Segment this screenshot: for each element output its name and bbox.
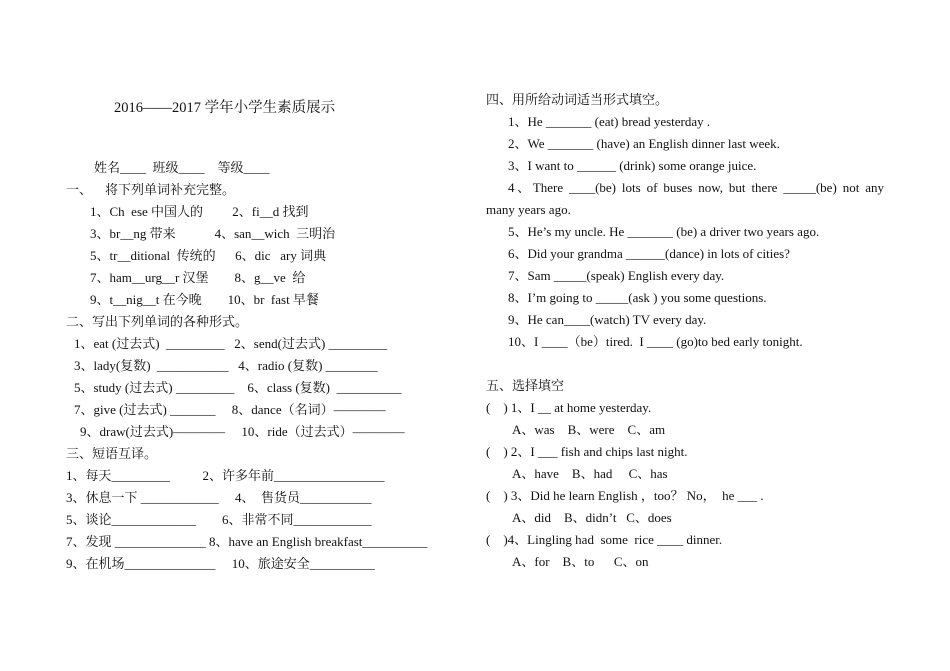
section-5-options-4: A、for B、to C、on: [512, 554, 649, 569]
section-2-row-2: 3、lady(复数) ___________ 4、radio (复数) ________: [74, 358, 378, 373]
section-1-row-2: 3、br__ng 带来 4、san__wich 三明治: [90, 226, 336, 241]
section-4-item-1: 1、He _______ (eat) bread yesterday .: [508, 114, 711, 129]
section-5-options-1: A、was B、were C、am: [512, 422, 666, 437]
section-1-row-4: 7、ham__urg__r 汉堡 8、g__ve 给: [90, 270, 306, 285]
student-info-line: 姓名____ 班级____ 等级____: [94, 160, 270, 175]
section-2-row-3: 5、study (过去式) _________ 6、class (复数) __________: [74, 380, 402, 395]
section-5-question-1: ( ) 1、I __ at home yesterday.: [486, 400, 652, 415]
section-4-heading: 四、用所给动词适当形式填空。: [486, 92, 669, 107]
section-3-row-5: 9、在机场______________ 10、旅途安全__________: [66, 556, 375, 571]
section-4-item-10: 10、I ____（be）tired. I ____ (go)to bed early tonight.: [508, 334, 803, 349]
section-1-row-1: 1、Ch ese 中国人的 2、fi__d 找到: [90, 204, 309, 219]
section-5-heading: 五、选择填空: [486, 378, 565, 393]
section-4-item-2: 2、We _______ (have) an English dinner last week.: [508, 136, 780, 151]
section-2-heading: 二、写出下列单词的各种形式。: [66, 314, 249, 329]
section-1-row-3: 5、tr__ditional 传统的 6、dic ary 词典: [90, 248, 327, 263]
section-3-row-3: 5、谈论_____________ 6、非常不同____________: [66, 512, 372, 527]
section-2-row-1: 1、eat (过去式) _________ 2、send(过去式) _________: [74, 336, 388, 351]
section-2-row-5: 9、draw(过去式)———— 10、ride（过去式）————: [80, 424, 405, 439]
section-4-item-9: 9、He can____(watch) TV every day.: [508, 312, 707, 327]
section-5-question-2: ( ) 2、I ___ fish and chips last night.: [486, 444, 688, 459]
section-3-row-1: 1、每天_________ 2、许多年前_________________: [66, 468, 385, 483]
section-4-item-3: 3、I want to ______ (drink) some orange juice.: [508, 158, 757, 173]
section-4-item-5: 5、He’s my uncle. He _______ (be) a driver two years ago.: [508, 224, 820, 239]
section-5-question-4: ( )4、Lingling had some rice ____ dinner.: [486, 532, 723, 547]
section-4-item-6: 6、Did your grandma ______(dance) in lots of cities?: [508, 246, 790, 261]
section-4-item-4-continued: many years ago.: [486, 202, 571, 217]
section-4-item-4: 4、There ____(be) lots of buses now, but there _____(be) not any: [508, 180, 884, 195]
exam-title: 2016——2017 学年小学生素质展示: [114, 100, 336, 116]
section-3-heading: 三、短语互译。: [66, 446, 158, 461]
section-5-options-2: A、have B、had C、has: [512, 466, 668, 481]
section-5-options-3: A、did B、didn’t C、does: [512, 510, 672, 525]
section-4-item-8: 8、I’m going to _____(ask ) you some questions.: [508, 290, 767, 305]
section-3-row-4: 7、发现 ______________ 8、have an English breakfast__________: [66, 534, 428, 549]
section-5-question-3: ( ) 3、Did he learn English ，too？ No， he ___ .: [486, 488, 764, 503]
section-1-heading: 一、 将下列单词补充完整。: [66, 182, 236, 197]
section-2-row-4: 7、give (过去式) _______ 8、dance（名词）————: [74, 402, 386, 417]
section-4-item-7: 7、Sam _____(speak) English every day.: [508, 268, 725, 283]
section-3-row-2: 3、休息一下 ____________ 4、 售货员___________: [66, 490, 372, 505]
section-1-row-5: 9、t__nig__t 在今晚 10、br fast 早餐: [90, 292, 319, 307]
